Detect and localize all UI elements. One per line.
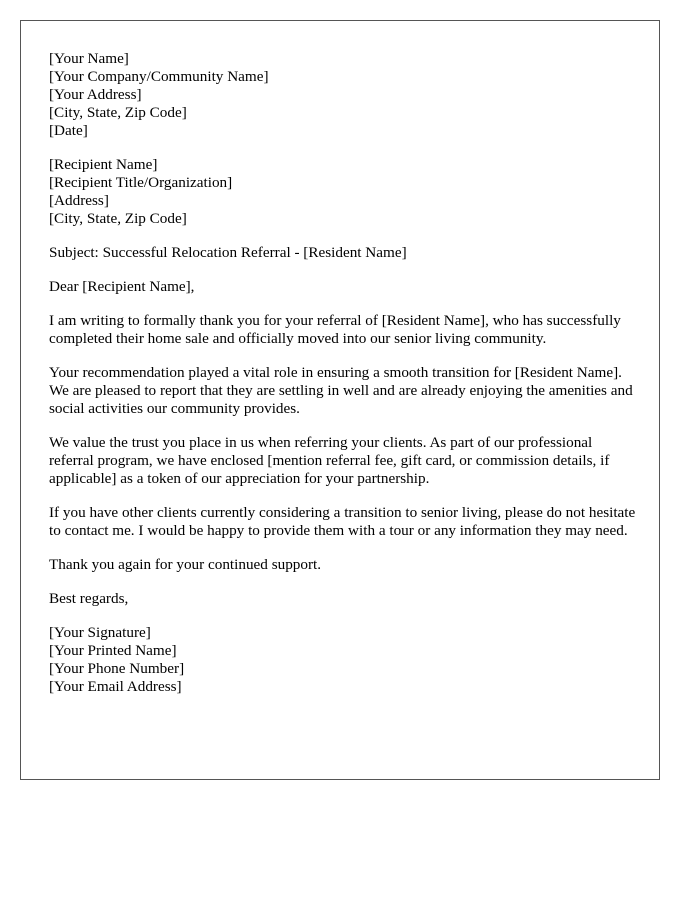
recipient-city-state-zip: [City, State, Zip Code] xyxy=(49,210,187,227)
recipient-block xyxy=(49,156,639,228)
sender-block xyxy=(49,50,639,140)
closing: Best regards, xyxy=(49,590,129,607)
paragraph-closing-thanks: Thank you again for your continued support. xyxy=(49,556,322,573)
sender-company: [Your Company/Community Name] xyxy=(49,68,269,85)
letter-body xyxy=(49,50,639,712)
salutation: Dear [Recipient Name], xyxy=(49,278,195,295)
letter-date: [Date] xyxy=(49,122,88,139)
sender-city-state-zip: [City, State, Zip Code] xyxy=(49,104,187,121)
recipient-name: [Recipient Name] xyxy=(49,156,158,173)
paragraph-recommendation: Your recommendation played a vital role in ensuring a smooth transition for [Resident Name]. We are pleased to report that they are settling in well and are already enjoying the amenities and social activities our community provides. xyxy=(49,364,633,417)
letter-page xyxy=(20,20,660,780)
printed-name: [Your Printed Name] xyxy=(49,642,177,659)
signature-block xyxy=(49,624,639,696)
phone-number: [Your Phone Number] xyxy=(49,660,185,677)
paragraph-referral-program: We value the trust you place in us when referring your clients. As part of our professional referral program, we have enclosed [mention referral fee, gift card, or commission details, if applicable] as a token of our appreciation for your partnership. xyxy=(49,434,610,487)
recipient-title-org: [Recipient Title/Organization] xyxy=(49,174,233,191)
sender-address: [Your Address] xyxy=(49,86,142,103)
paragraph-thanks: I am writing to formally thank you for your referral of [Resident Name], who has successfully completed their home sale and officially moved into our senior living community. xyxy=(49,312,621,347)
email-address: [Your Email Address] xyxy=(49,678,182,695)
paragraph-contact: If you have other clients currently considering a transition to senior living, please do not hesitate to contact me. I would be happy to provide them with a tour or any information they may need. xyxy=(49,504,636,539)
signature: [Your Signature] xyxy=(49,624,151,641)
subject-line: Subject: Successful Relocation Referral - [Resident Name] xyxy=(49,244,407,261)
recipient-address: [Address] xyxy=(49,192,109,209)
sender-name: [Your Name] xyxy=(49,50,129,67)
